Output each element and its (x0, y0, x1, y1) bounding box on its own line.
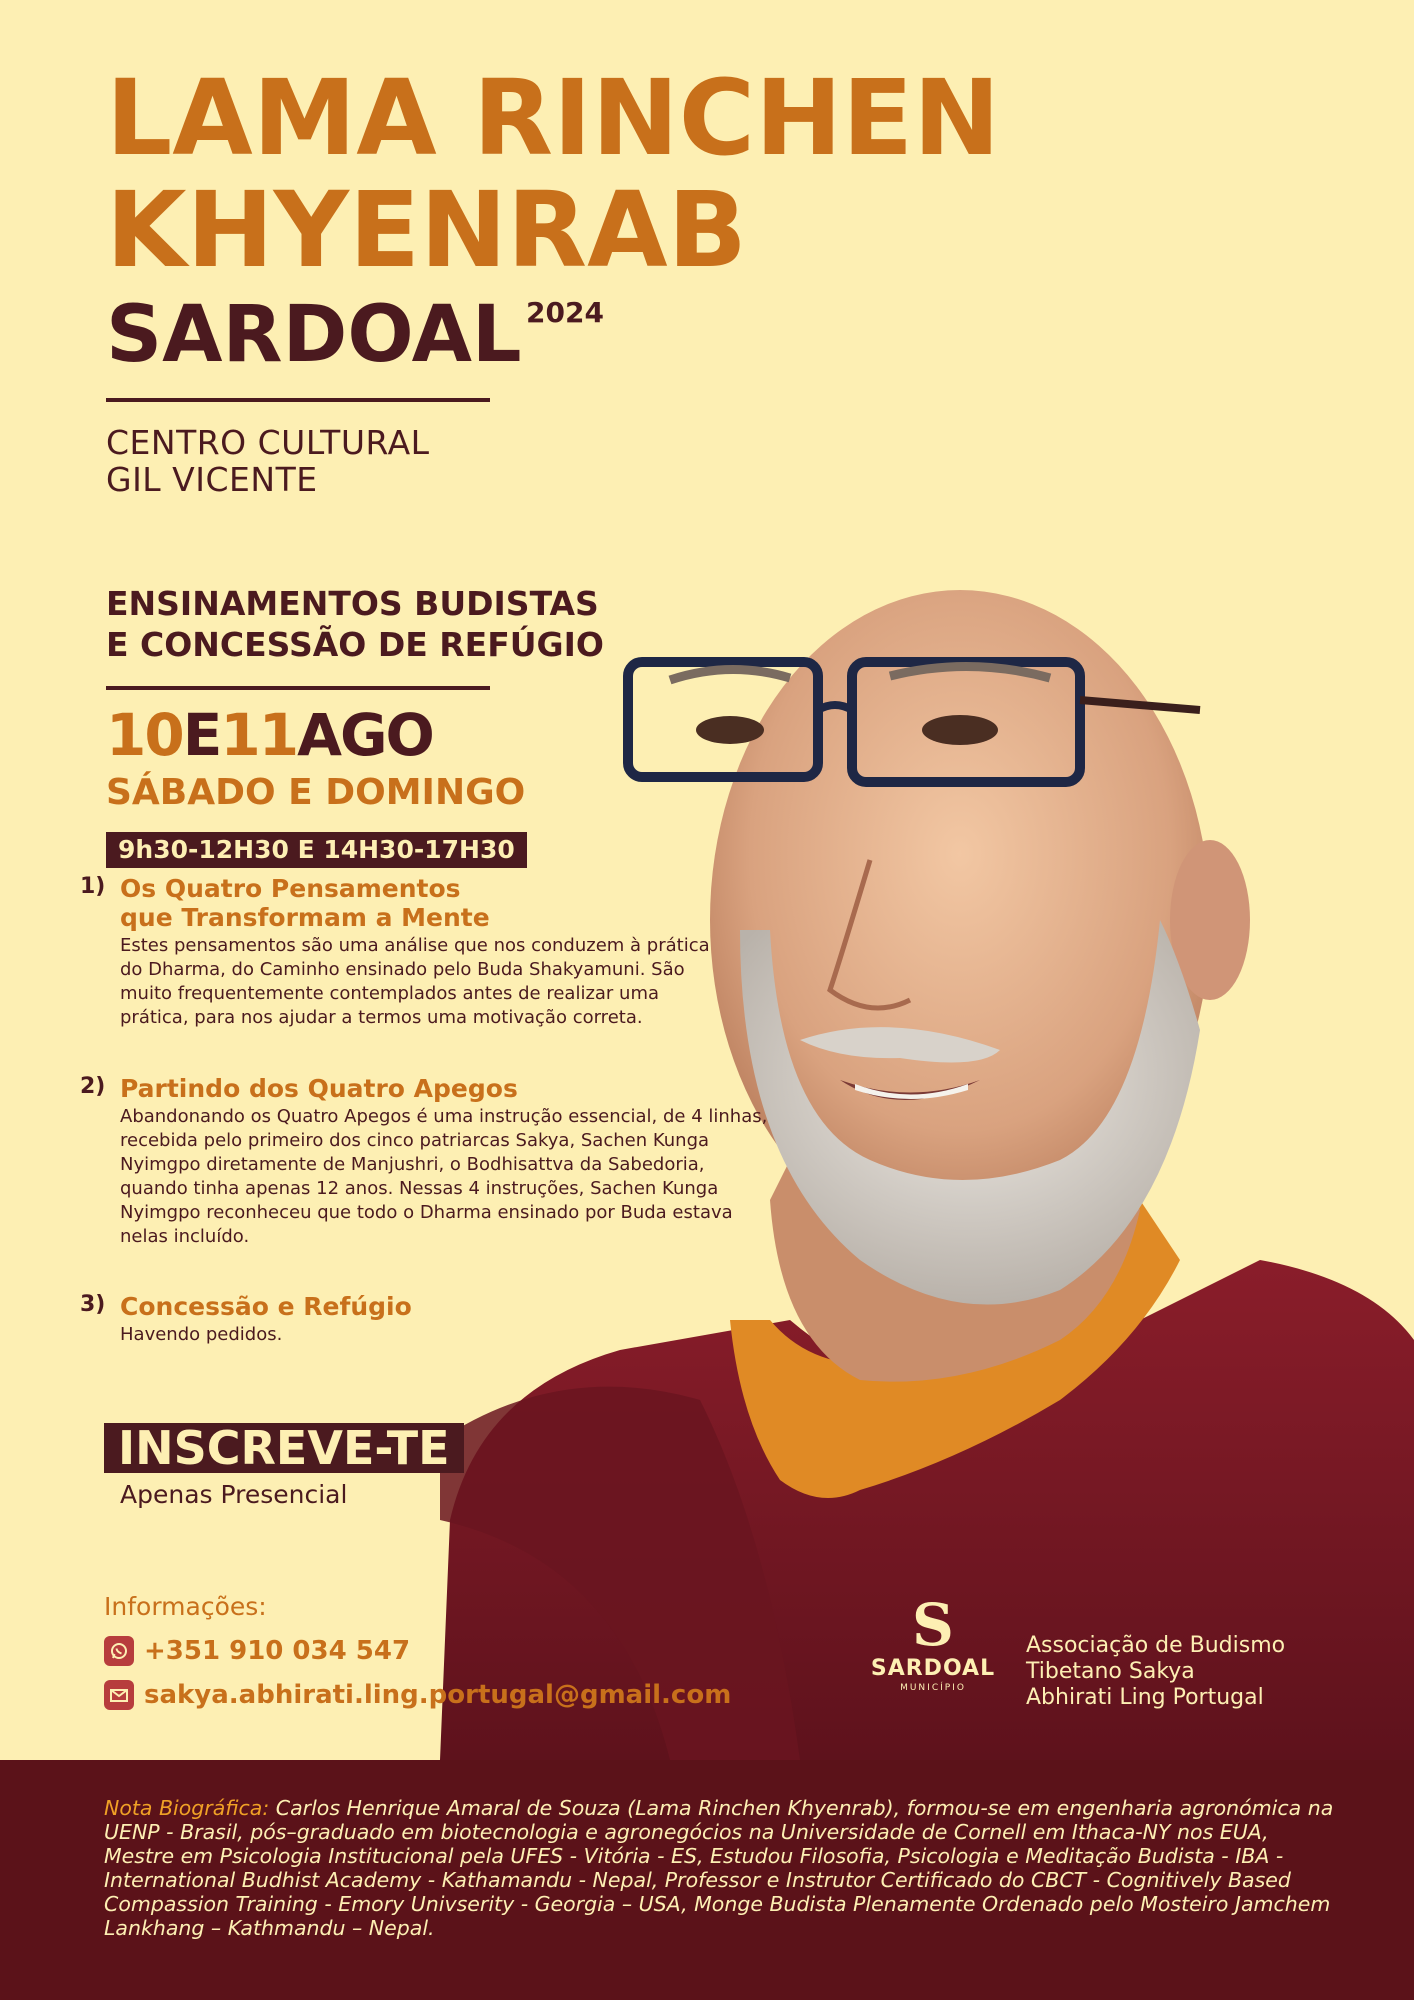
association-line3: Abhirati Ling Portugal (1026, 1685, 1264, 1710)
topic-number: 1) (80, 874, 106, 899)
event-subtitle (106, 583, 604, 665)
event-hours: 9h30-12H30 E 14H30-17H30 (106, 832, 527, 868)
sardoal-logo-name: SARDOAL (870, 1656, 996, 1681)
topic-title-line2: que Transformam a Mente (120, 903, 490, 932)
whatsapp-icon (104, 1636, 134, 1666)
contact-phone (104, 1636, 410, 1666)
contact-label: Informações: (104, 1592, 267, 1621)
sardoal-logo-glyph: S (912, 1591, 954, 1659)
topic-title-line1: Os Quatro Pensamentos (120, 874, 461, 903)
topic-item (80, 874, 770, 1030)
biography-text: Carlos Henrique Amaral de Souza (Lama Rinchen Khyenrab), formou-se em engenharia agronómica na UENP - Brasil, pós–graduado em biotecnologia e agronegócios na Universidade de Cornell em Ithaca-NY nos EUA, Mestre em Psicologia Institucional pela UFES - Vitória - ES, Estudou Filosofia, Psicologia e Meditação Budista - IBA - International Budhist Academy - Kathamandu - Nepal, Professor e Instrutor Certificado do CBCT - Cognitively Based Compassion Training - Emory Univserity - Georgia – USA, Monge Budista Plenamente Ordenado pelo Mosteiro Jamchem Lankhang – Kathmandu – Nepal. (104, 1796, 1334, 1940)
divider (106, 398, 490, 402)
event-date (106, 702, 433, 768)
venue (106, 424, 430, 498)
association-line1: Associação de Budismo (1026, 1633, 1286, 1658)
year: 2024 (526, 296, 604, 329)
contact-email (104, 1680, 731, 1710)
association-line2: Tibetano Sakya (1026, 1659, 1195, 1684)
biography (104, 1796, 1334, 1940)
speaker-name (106, 57, 1001, 291)
topic-item (80, 1292, 770, 1347)
association-name (1026, 1633, 1285, 1711)
envelope-icon (104, 1680, 134, 1710)
sardoal-municipality-logo (866, 1591, 1000, 1693)
topic-title (120, 874, 770, 932)
event-subtitle-line2: E CONCESSÃO DE REFÚGIO (106, 625, 604, 664)
topic-item (80, 1074, 770, 1249)
city-title: SARDOAL (106, 290, 522, 380)
topic-number: 3) (80, 1292, 106, 1317)
topic-title-line1: Partindo dos Quatro Apegos (120, 1074, 518, 1103)
enroll-banner: INSCREVE-TE (104, 1423, 464, 1473)
sardoal-logo-sub: MUNICÍPIO (900, 1683, 966, 1693)
topic-description: Estes pensamentos são uma análise que nos conduzem à prática do Dharma, do Caminho ensinado pelo Buda Shakyamuni. São muito frequentemente contemplados antes de realizar uma prática, para nos ajudar a termos uma motivação correta. (120, 935, 710, 1028)
biography-label: Nota Biográfica: (104, 1796, 270, 1820)
topic-title (120, 1074, 770, 1103)
phone-number: +351 910 034 547 (144, 1636, 411, 1666)
event-days: SÁBADO E DOMINGO (106, 772, 526, 813)
topic-title-line1: Concessão e Refúgio (120, 1292, 412, 1321)
email-address: sakya.abhirati.ling.portugal@gmail.com (144, 1680, 732, 1710)
topic-description: Havendo pedidos. (120, 1324, 283, 1345)
date-and: E (182, 701, 221, 769)
topic-title (120, 1292, 770, 1321)
date-day1: 10 (106, 701, 183, 769)
venue-line2: GIL VICENTE (106, 460, 318, 499)
divider (106, 686, 490, 690)
event-subtitle-line1: ENSINAMENTOS BUDISTAS (106, 584, 599, 623)
speaker-name-line2: KHYENRAB (106, 169, 747, 291)
speaker-name-line1: LAMA RINCHEN (106, 57, 1001, 179)
topic-description: Abandonando os Quatro Apegos é uma instrução essencial, de 4 linhas, recebida pelo primeiro dos cinco patriarcas Sakya, Sachen Kunga Nyimgpo diretamente de Manjushri, o Bodhisattva da Sabedoria, quando tinha apenas 12 anos. Nessas 4 instruções, Sachen Kunga Nyimgpo reconheceu que todo o Dharma ensinado por Buda estava nelas incluído. (120, 1106, 768, 1247)
topic-number: 2) (80, 1074, 106, 1099)
venue-line1: CENTRO CULTURAL (106, 423, 430, 462)
date-month: AGO (297, 701, 433, 769)
enroll-note: Apenas Presencial (120, 1480, 348, 1509)
date-day2: 11 (220, 701, 298, 769)
